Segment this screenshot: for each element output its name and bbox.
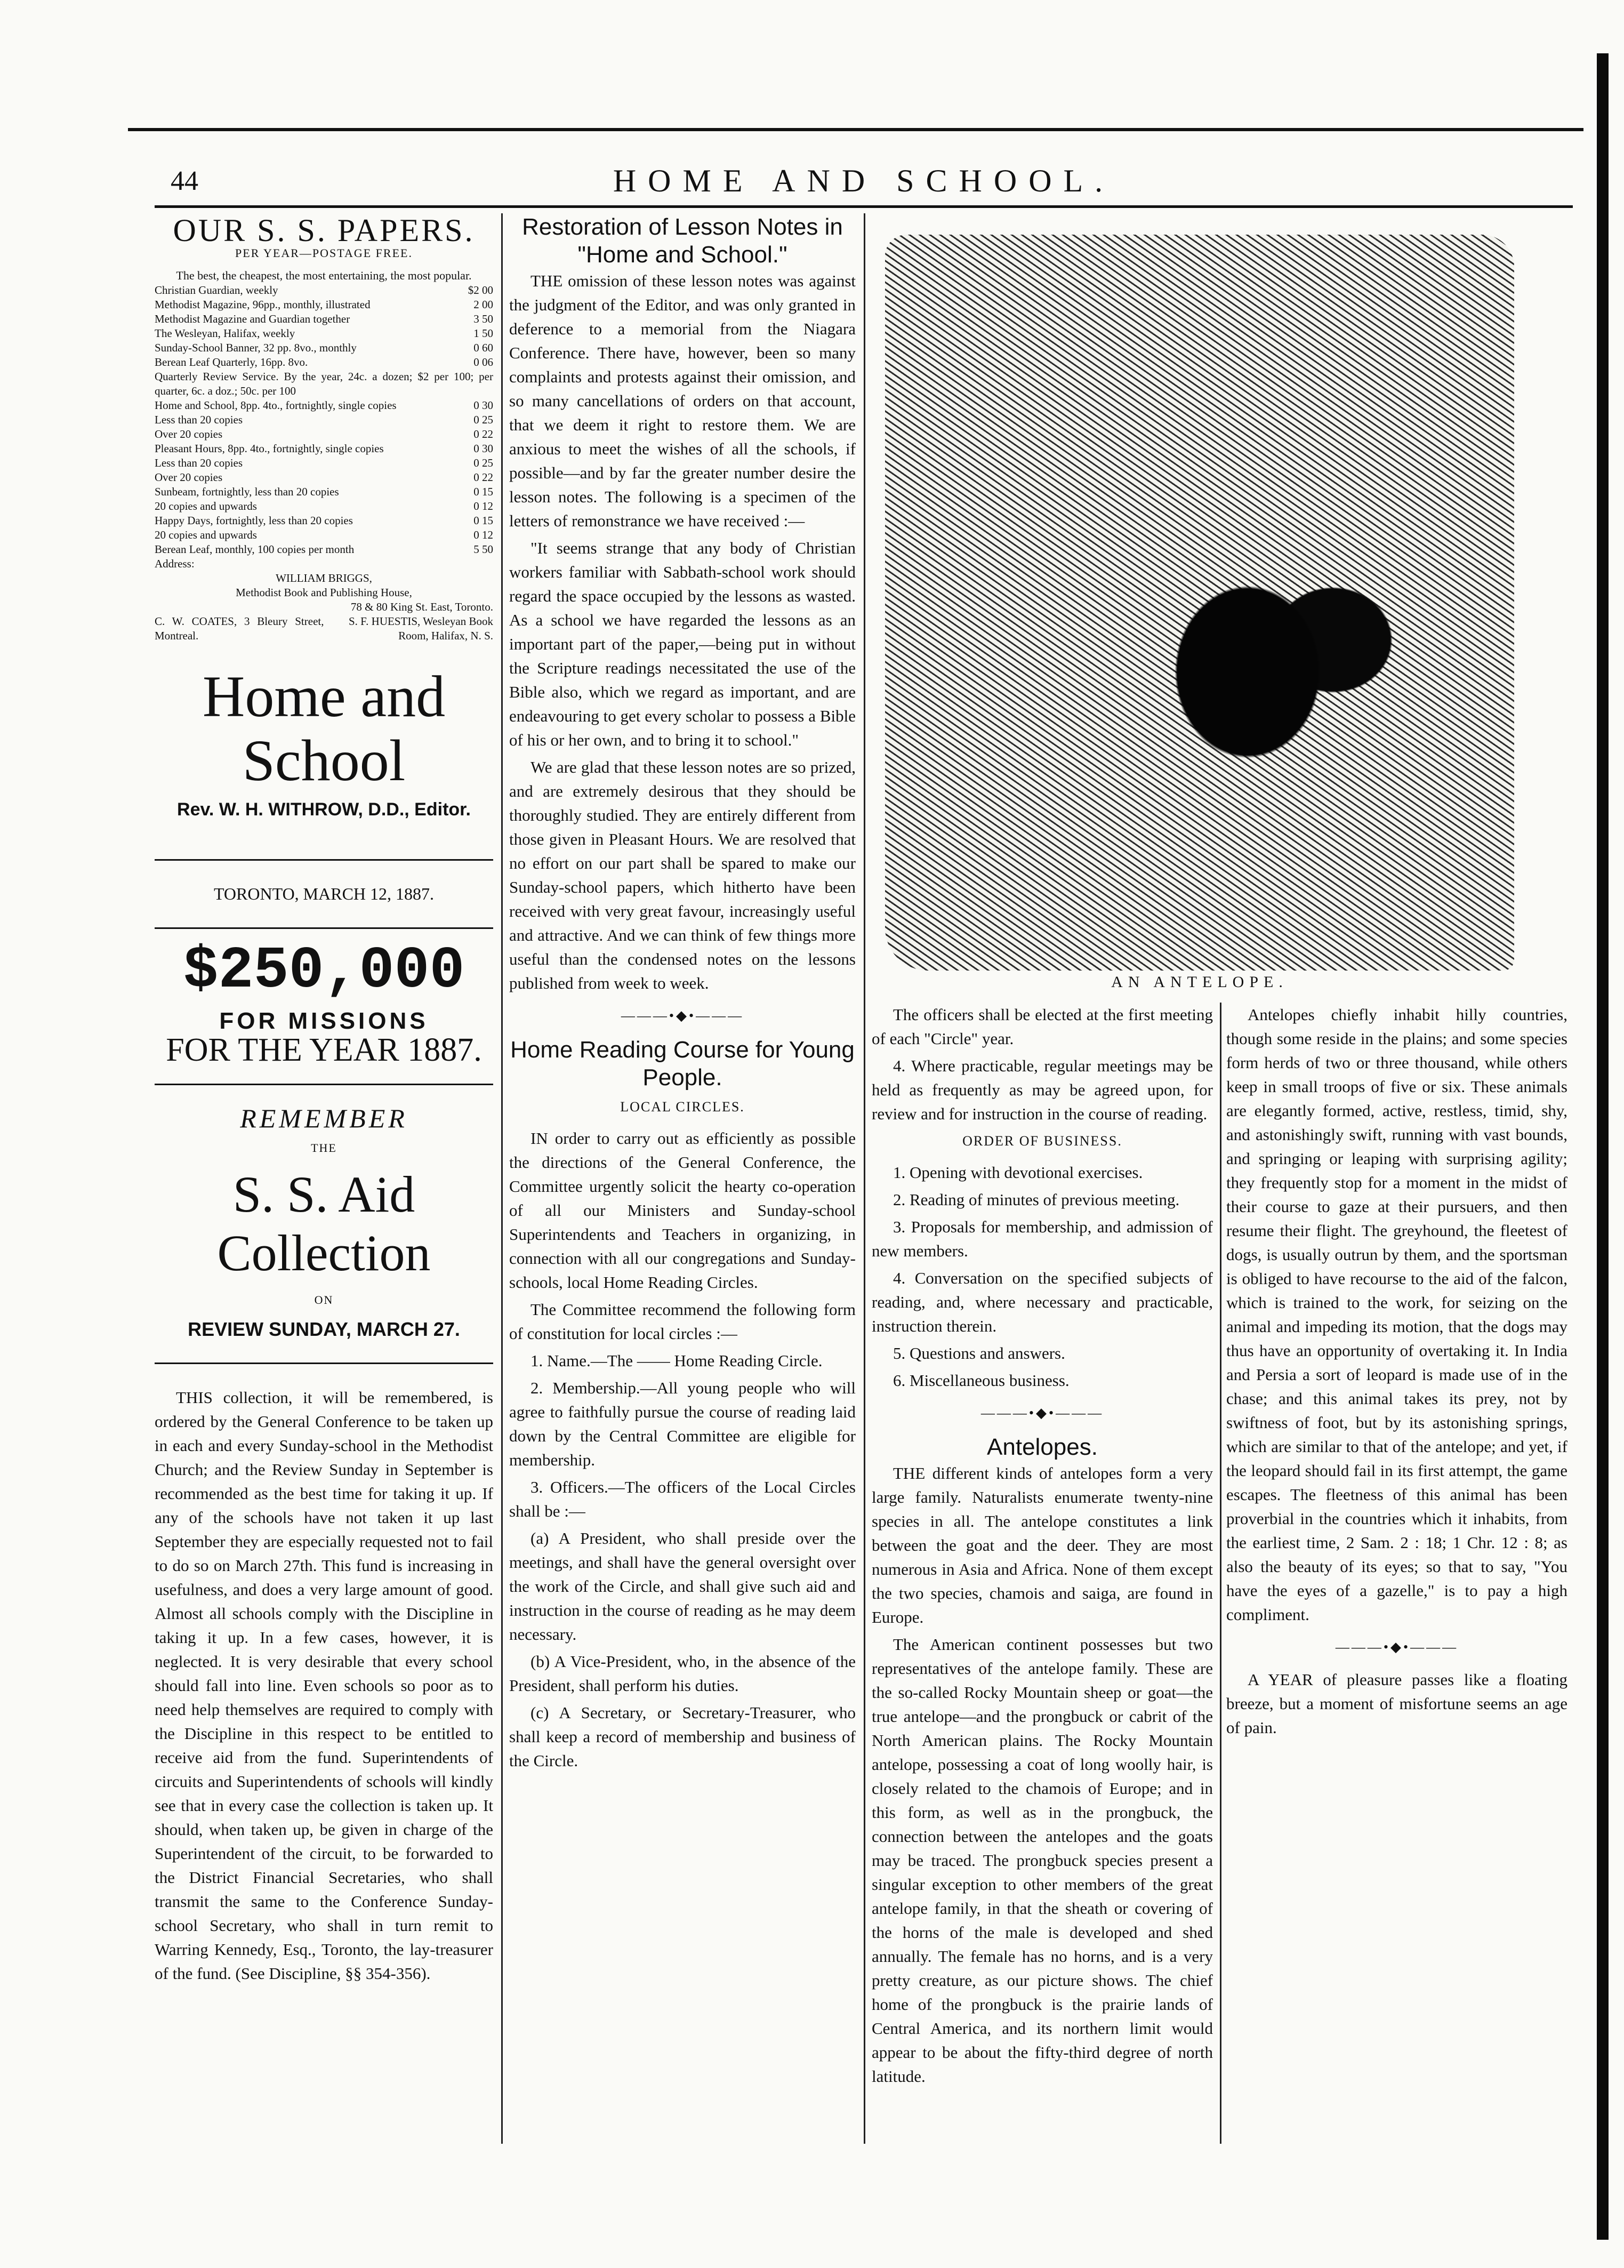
order-item: 6. Miscellaneous business. — [893, 1371, 1070, 1390]
price-row: Happy Days, fortnightly, less than 20 copies 0 15 — [155, 514, 493, 527]
address-label: Address: — [155, 557, 195, 570]
column-3 — [872, 1003, 1213, 2091]
antelopes-p1: THE different kinds of antelopes form a very large family. Naturalists enumerate twenty-nine species in all. The antelope constitutes a link between the goat and the deer. They are most numerous in Asia and Africa. None of them except the two species, chamois and saiga, are found in Europe. — [872, 1464, 1213, 1626]
closing-text: A YEAR of pleasure passes like a floating breeze, but a moment of misfortune seems an age of pain. — [1226, 1670, 1567, 1737]
publisher-name: WILLIAM BRIGGS, — [276, 572, 372, 584]
agents: C. W. COATES, 3 Bleury Street, Montreal. S. F. HUESTIS, Wesleyan Book Room, Halifax, N. S. — [155, 615, 493, 642]
aid-title: S. S. Aid Collection — [217, 1166, 431, 1281]
antelopes-title: Antelopes. — [987, 1434, 1098, 1460]
order-item: 5. Questions and answers. — [893, 1344, 1065, 1363]
column-4 — [1226, 1003, 1567, 1743]
price-row: Christian Guardian, weekly $2 00 — [155, 284, 493, 296]
antelope-caption: AN ANTELOPE. — [1111, 973, 1288, 991]
masthead-title: Home and School — [202, 664, 446, 793]
papers-title: OUR S. S. PAPERS. — [173, 213, 475, 248]
price-row: Less than 20 copies 0 25 — [155, 413, 493, 426]
order-item: 1. Opening with devotional exercises. — [893, 1163, 1143, 1182]
order-item: 3. Proposals for membership, and admission of new members. — [872, 1217, 1213, 1260]
order-title: ORDER OF BUSINESS. — [962, 1133, 1122, 1149]
price-row: Methodist Magazine and Guardian together 3 50 — [155, 312, 493, 325]
running-head: HOME AND SCHOOL. — [613, 163, 1115, 198]
reading-p10: 4. Where practicable, regular meetings may be held as frequently as may be agreed upon, for review and for instruction in the course of reading. — [872, 1056, 1213, 1123]
remember-heading: REMEMBER — [240, 1103, 408, 1133]
order-item: 4. Conversation on the specified subjects of reading, and, where necessary and practicable, instruction therein. — [872, 1269, 1213, 1335]
column-1 — [155, 213, 493, 2144]
price-row: Over 20 copies 0 22 — [155, 471, 493, 484]
column-2 — [509, 213, 856, 1776]
reading-p8: (c) A Secretary, or Secretary-Treasurer, who shall keep a record of membership and business of the Circle. — [509, 1703, 856, 1770]
antelope-engraving — [885, 235, 1514, 971]
restoration-title: Restoration of Lesson Notes in "Home and School." — [522, 214, 843, 268]
price-row: Less than 20 copies 0 25 — [155, 456, 493, 469]
price-table — [155, 283, 493, 643]
reading-p9: The officers shall be elected at the first meeting of each "Circle" year. — [872, 1005, 1213, 1048]
column-rule — [864, 213, 865, 2144]
missions-year: FOR THE YEAR 1887. — [155, 1038, 493, 1085]
reading-p1: IN order to carry out as efficiently as possible the directions of the General Conference, the Committee urgently solicit the hearty co-operation of all our Ministers and Sunday-school Superintendents and Teachers in organizing, in connection with all our congregations and Sunday-schools, local Home Reading Circles. — [509, 1129, 856, 1292]
order-item: 2. Reading of minutes of previous meeting. — [893, 1190, 1180, 1209]
price-row: Sunday-School Banner, 32 pp. 8vo., monthly 0 60 — [155, 341, 493, 354]
missions-label: FOR MISSIONS — [219, 1008, 429, 1034]
publisher-line1: Methodist Book and Publishing House, — [236, 586, 412, 599]
papers-intro: The best, the cheapest, the most entertaining, the most popular. — [176, 269, 472, 282]
restoration-p1: THE omission of these lesson notes was against the judgment of the Editor, and was only granted in deference to a memorial from the Niagara Conference. There have, however, been so many complaints and protests against their omission, and so many cancellations of orders on that account, that we deem it right to restore them. We are anxious to meet the wishes of all the schools, if possible—and by far the greater number desire the lesson notes. The following is a specimen of the letters of remonstrance we have received :— — [509, 271, 856, 530]
separator: ———•◆•——— — [1335, 1639, 1459, 1655]
papers-subtitle: PER YEAR—POSTAGE FREE. — [235, 246, 413, 260]
price-row: Home and School, 8pp. 4to., fortnightly, single copies 0 30 — [155, 399, 493, 412]
restoration-p2: "It seems strange that any body of Christian workers familiar with Sabbath-school work should regard the space occupied by the lessons as wasted. As a school we have regarded the lessons as an important part of the paper,—being put in without the Scripture readings necessitated the use of the Bible also, which we regard as important, and are endeavouring to get every scholar to possess a Bible of his or her own, and to bring it to school." — [509, 539, 856, 749]
scan-edge-bar — [1597, 53, 1609, 2240]
reading-p3: 1. Name.—The —— Home Reading Circle. — [530, 1351, 823, 1370]
price-row: 20 copies and upwards 0 12 — [155, 500, 493, 512]
price-row: 20 copies and upwards 0 12 — [155, 528, 493, 541]
the-label: THE — [311, 1141, 337, 1155]
price-row: Quarterly Review Service. By the year, 24c. a dozen; $2 per 100; per quarter, 6c. a doz.; 50c. per 100 — [155, 370, 493, 397]
aid-body: THIS collection, it will be remembered, is ordered by the General Conference to be taken up in each and every Sunday-school in the Methodist Church; and the Review Sunday in September is recommended as the best time for taking it up. If any of the schools have not taken it up last September they are especially requested not to fail to do so on March 27th. This fund is increasing in usefulness, and does a very large amount of good. Almost all schools comply with the Discipline in taking it up. In a few cases, however, it is neglected. It is very desirable that every school should fall into line. Even schools so poor as to need help themselves are required to comply with the Discipline in this respect to be entitled to receive aid from the fund. Superintendents of circuits and Superintendents of schools will kindly see that in every case the collection is taken up. It should, when taken up, be given in charge of the Superintendent of the circuit, to be forwarded to the District Financial Secretaries, who shall transmit the same to the Conference Sunday-school Secretary, who shall in turn remit to Warring Kennedy, Esq., Toronto, the lay-treasurer of the fund. (See Discipline, §§ 354-356). — [155, 1388, 493, 1983]
missions-amount: $250,000 — [155, 927, 493, 1004]
price-row: Sunbeam, fortnightly, less than 20 copies 0 15 — [155, 485, 493, 498]
price-row: Berean Leaf Quarterly, 16pp. 8vo. 0 06 — [155, 356, 493, 368]
price-row: The Wesleyan, Halifax, weekly 1 50 — [155, 327, 493, 340]
page-header — [155, 163, 1573, 208]
dateline: TORONTO, MARCH 12, 1887. — [155, 859, 493, 906]
reading-p7: (b) A Vice-President, who, in the absence of the President, shall perform his duties. — [509, 1652, 856, 1695]
page-number: 44 — [171, 166, 198, 196]
reading-p2: The Committee recommend the following form of constitution for local circles :— — [509, 1300, 856, 1343]
separator: ———•◆•——— — [980, 1405, 1104, 1421]
column-rule — [1220, 1003, 1221, 2144]
masthead-editor: Rev. W. H. WITHROW, D.D., Editor. — [177, 799, 471, 820]
reading-p5: 3. Officers.—The officers of the Local Circles shall be :— — [509, 1478, 856, 1520]
publisher-line2: 78 & 80 King St. East, Toronto. — [350, 600, 493, 613]
restoration-p3: We are glad that these lesson notes are so prized, and are extremely desirous that they should be thoroughly studied. They are entirely different from those given in Pleasant Hours. We are resolved that no effort on our part shall be spared to make our Sunday-school papers, which hitherto have been received with very great favour, increasingly useful and attractive. And we can think of few things more useful than the condensed notes on the lessons published from week to week. — [509, 758, 856, 992]
column-rule — [501, 213, 503, 2144]
separator: ———•◆•——— — [621, 1008, 744, 1023]
antelopes-p3: Antelopes chiefly inhabit hilly countries, though some reside in the plains; and some species form herds of two or three thousand, while others keep in small troops of five or six. These animals are elegantly formed, active, restless, timid, shy, and astonishingly swift, running with vast bounds, and springing or leaping with surprising agility; they frequently stop for a moment in the midst of their course to gaze at their pursuers, and then resume their flight. The greyhound, the fleetest of dogs, is usually outrun by them, and the sportsman is obliged to have recourse to the aid of the falcon, which is trained to the work, for seizing on the animal and impeding its motion, that the dogs may thus have an opportunity of overtaking it. In India and Persia a sort of leopard is made use of in the chase; and this animal takes its prey, not by swiftness of foot, but by its astonishing springs, which are similar to that of the antelope; and yet, if the leopard should fail in its first attempt, the game escapes. The fleetness of this animal has been proverbial in the countries which it inhabits, from the earliest time, 2 Sam. 2 : 18; 1 Chr. 12 : 8; as also the beauty of its eyes; so that to say, "You have the eyes of a gazelle," is to pay a high compliment. — [1226, 1005, 1567, 1624]
reading-title: Home Reading Course for Young People. — [510, 1037, 855, 1091]
price-row: Over 20 copies 0 22 — [155, 428, 493, 440]
price-row: Methodist Magazine, 96pp., monthly, illustrated 2 00 — [155, 298, 493, 311]
price-row: Pleasant Hours, 8pp. 4to., fortnightly, single copies 0 30 — [155, 442, 493, 455]
reading-p4: 2. Membership.—All young people who will agree to faithfully pursue the course of reading laid down by the Central Committee are eligible for membership. — [509, 1379, 856, 1469]
reading-subtitle: LOCAL CIRCLES. — [620, 1099, 745, 1115]
reading-p6: (a) A President, who shall preside over the meetings, and shall have the general oversight over the work of the Circle, and shall give such aid and instruction in the course of reading as he may deem necessary. — [509, 1529, 856, 1644]
review-date: REVIEW SUNDAY, MARCH 27. — [155, 1317, 493, 1364]
on-label: ON — [314, 1293, 334, 1307]
antelopes-p2: The American continent possesses but two representatives of the antelope family. These are the so-called Rocky Mountain sheep or goat—the true antelope—and the prongbuck or cabrit of the North American plains. The Rocky Mountain antelope, possessing a coat of long woolly hair, is closely related to the chamois of Europe; and in this form, as well as in the prongbuck, the connection between the antelopes and the goats may be traced. The prongbuck species present a singular exception to other members of the great antelope family, in that the sheath or covering of the horns of the male is developed and shed annually. The female has no horns, and is a very pretty creature, as our picture shows. The chief home of the prongbuck is the prairie lands of Central America, and its northern limit would appear to be about the fifty-third degree of north latitude. — [872, 1635, 1213, 2086]
price-row: Berean Leaf, monthly, 100 copies per month 5 50 — [155, 543, 493, 556]
